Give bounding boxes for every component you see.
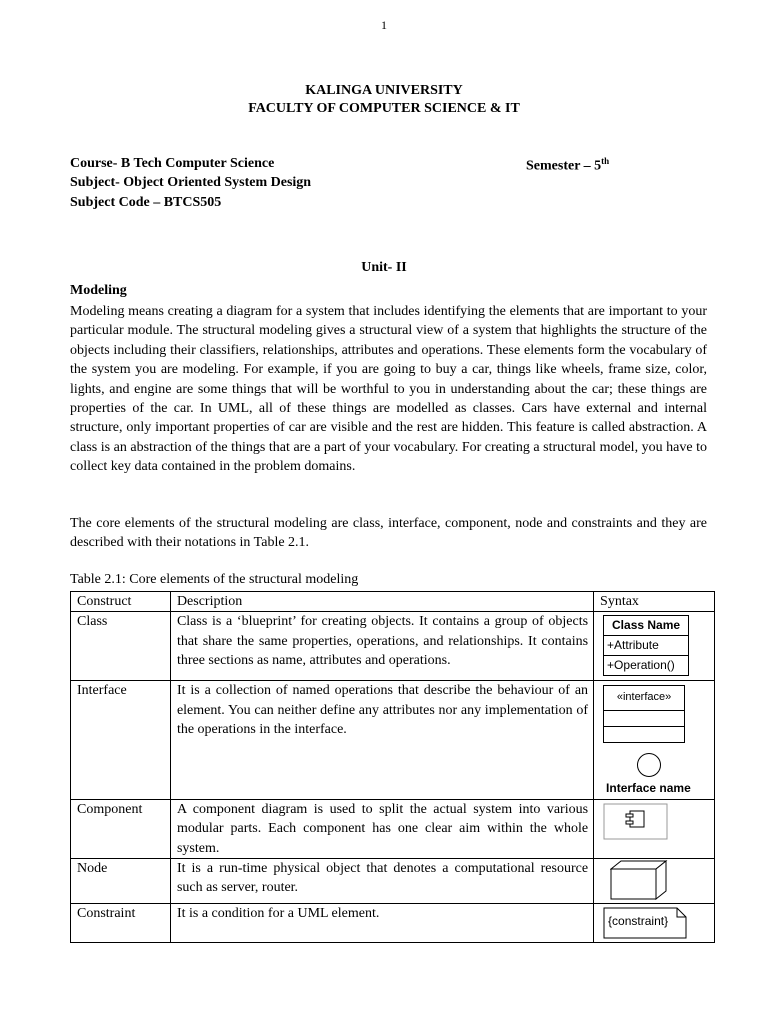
component-icon: [603, 803, 673, 843]
modeling-paragraph: Modeling means creating a diagram for a system that includes identifying the elements that are important to your particular module. The structural modeling gives a structural view of a system that highlights the structure of the objects including their classifiers, relationships, attributes and operations. These elements form the vocabulary of the system you are modeling. For example, if you are going to buy a car, things like wheels, frame size, color, lights, and engine are some things that will be worthful to you in understanding about the car; these things are properties of the car. In UML, all of these things are modelled as classes. Cars have external and internal structure, only important properties of car are visible and the rest are hidden. This feature is called abstraction. A class is an abstraction of the things that are a part of your vocabulary. For creating a structural model, you have to collect key data contained in the problem domains.: [70, 304, 707, 475]
header-description: Description: [170, 592, 593, 612]
interface-operation-compartment: [604, 727, 684, 742]
node-cube-icon: [610, 859, 670, 901]
interface-name-label: Interface name: [606, 781, 691, 796]
class-notation: [603, 615, 689, 676]
page-number: 1: [381, 18, 387, 32]
subject-line: Subject- Object Oriented System Design: [70, 175, 312, 190]
table-caption: Table 2.1: Core elements of the structural modeling: [70, 572, 359, 587]
description-cell: It is a condition for a UML element.: [170, 904, 593, 943]
course-line: Course- B Tech Computer Science: [70, 156, 275, 171]
core-elements-paragraph: The core elements of the structural modeling are class, interface, component, node and constraints and they are described with their notations in Table 2.1.: [70, 516, 707, 551]
header-syntax: Syntax: [594, 592, 715, 612]
core-elements-table: [70, 591, 715, 943]
construct-cell: Component: [71, 799, 171, 858]
semester-line: [526, 156, 609, 175]
table-row-node: [71, 859, 715, 904]
description-cell: A component diagram is used to split the actual system into various modular parts. Each component has one clear aim within the whole system.: [170, 799, 593, 858]
unit-title: Unit- II: [361, 260, 407, 275]
table-row-constraint: [71, 904, 715, 943]
subject-code-line: Subject Code – BTCS505: [70, 195, 222, 210]
construct-cell: Node: [71, 859, 171, 904]
table-row-component: [71, 799, 715, 858]
header-construct: Construct: [71, 592, 171, 612]
table-row-class: [71, 612, 715, 681]
interface-stereotype: «interface»: [604, 686, 684, 711]
description-cell: Class is a ‘blueprint’ for creating objects. It contains a group of objects that share the same properties, operations, and relationships. It contains three sections as name, attributes and operations.: [170, 612, 593, 681]
syntax-cell: [594, 612, 715, 681]
section-heading: Modeling: [70, 283, 127, 298]
construct-cell: Class: [71, 612, 171, 681]
table-header-row: [71, 592, 715, 612]
class-name-compartment: Class Name: [604, 616, 688, 636]
university-name: KALINGA UNIVERSITY: [305, 83, 463, 98]
interface-lollipop-icon: [637, 753, 661, 777]
semester-text: Semester – 5: [526, 158, 602, 174]
syntax-cell: [594, 859, 715, 904]
construct-cell: Constraint: [71, 904, 171, 943]
class-attribute-compartment: +Attribute: [604, 636, 688, 656]
syntax-cell: [594, 904, 715, 943]
interface-notation: [603, 685, 685, 743]
syntax-cell: [594, 799, 715, 858]
syntax-cell: [594, 681, 715, 799]
description-cell: It is a run-time physical object that denotes a computational resource such as server, router.: [170, 859, 593, 904]
constraint-note: [603, 907, 687, 939]
semester-superscript: th: [601, 156, 610, 166]
interface-attribute-compartment: [604, 711, 684, 727]
table-row-interface: [71, 681, 715, 799]
faculty-name: FACULTY OF COMPUTER SCIENCE & IT: [248, 101, 520, 116]
constraint-label: {constraint}: [608, 914, 669, 929]
description-cell: It is a collection of named operations that describe the behaviour of an element. You can neither define any attributes nor any implementation of the operations in the interface.: [170, 681, 593, 799]
construct-cell: Interface: [71, 681, 171, 799]
class-operation-compartment: +Operation(): [607, 658, 675, 673]
